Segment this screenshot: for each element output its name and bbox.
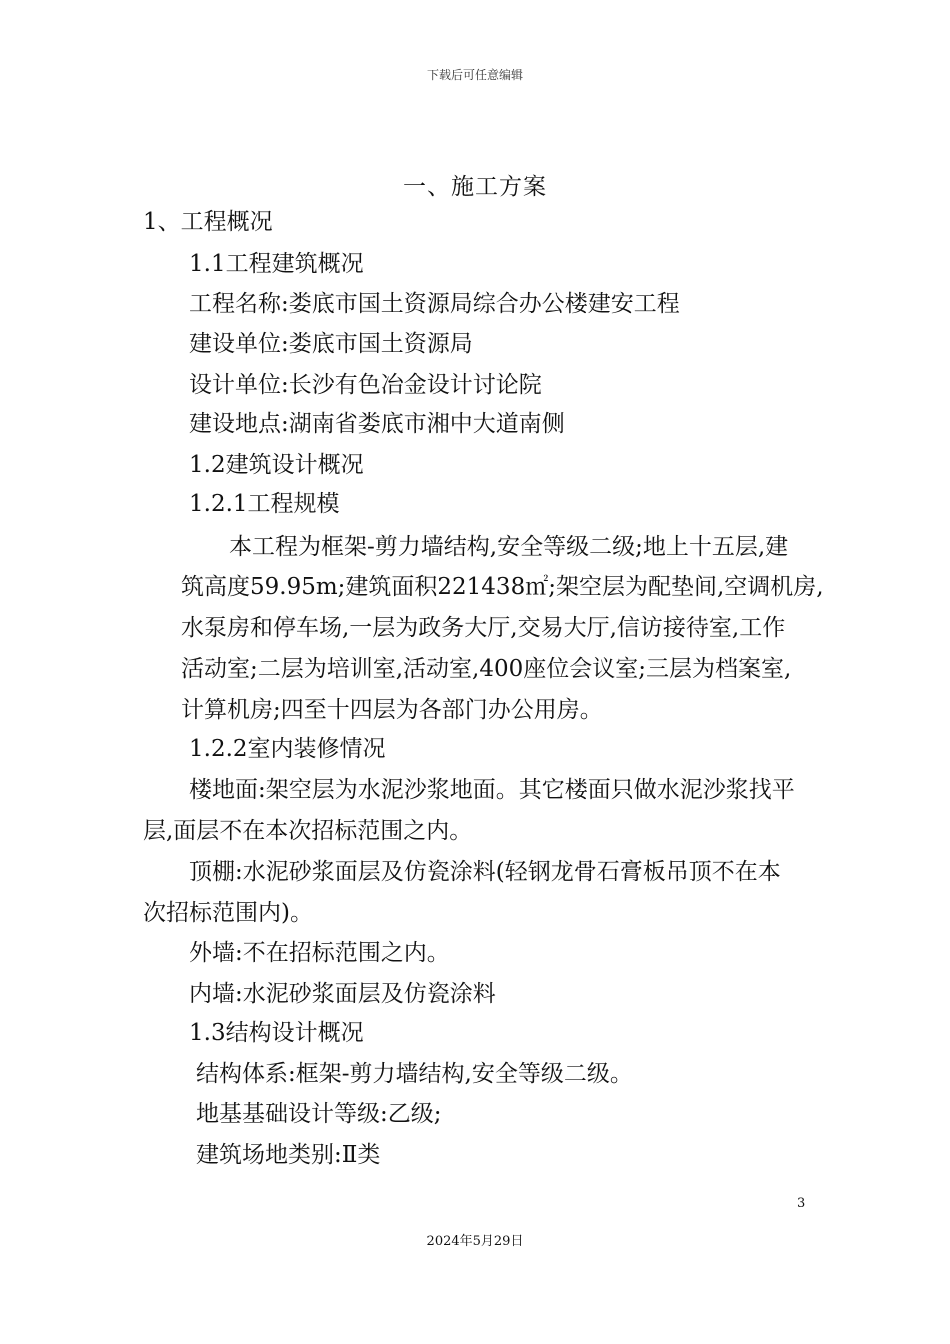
floor-paragraph-line: 层,面层不在本次招标范围之内。: [143, 818, 473, 844]
subsection-heading-1-2-1: 1.2.1工程规模: [189, 491, 340, 517]
scale-paragraph-line: 本工程为框架-剪力墙结构,安全等级二级;地上十五层,建: [229, 534, 789, 560]
interior-wall: 内墙:水泥砂浆面层及仿瓷涂料: [189, 981, 496, 1007]
subsection-heading-1-3: 1.3结构设计概况: [189, 1020, 364, 1046]
subsection-heading-1-1: 1.1工程建筑概况: [189, 251, 364, 277]
floor-paragraph-line: 楼地面:架空层为水泥沙浆地面。其它楼面只做水泥沙浆找平: [189, 777, 795, 803]
foundation-grade: 地基基础设计等级:乙级;: [196, 1101, 442, 1127]
design-unit: 设计单位:长沙有色冶金设计讨论院: [189, 372, 542, 398]
scale-paragraph-line: 筑高度59.95m;建筑面积221438㎡;架空层为配垫间,空调机房,: [181, 574, 824, 600]
page-title: 一、施工方案: [403, 174, 547, 200]
footer-date: 2024年5月29日: [426, 1234, 524, 1249]
owner-unit: 建设单位:娄底市国土资源局: [189, 331, 473, 357]
page-number: 3: [797, 1196, 806, 1211]
exterior-wall: 外墙:不在招标范围之内。: [189, 940, 450, 966]
scale-paragraph-line: 水泵房和停车场,一层为政务大厅,交易大厅,信访接待室,工作: [181, 615, 786, 641]
subsection-heading-1-2: 1.2建筑设计概况: [189, 452, 364, 478]
project-name: 工程名称:娄底市国土资源局综合办公楼建安工程: [189, 291, 680, 317]
ceiling-paragraph-line: 顶棚:水泥砂浆面层及仿瓷涂料(轻钢龙骨石膏板吊顶不在本: [189, 859, 781, 885]
header-note: 下载后可任意编辑: [426, 68, 523, 82]
section-heading-1: 1、工程概况: [143, 209, 273, 235]
subsection-heading-1-2-2: 1.2.2室内装修情况: [189, 736, 386, 762]
scale-paragraph-line: 计算机房;四至十四层为各部门办公用房。: [181, 697, 603, 723]
scale-paragraph-line: 活动室;二层为培训室,活动室,400座位会议室;三层为档案室,: [181, 656, 792, 682]
site-class: 建筑场地类别:Ⅱ类: [196, 1142, 381, 1168]
project-location: 建设地点:湖南省娄底市湘中大道南侧: [189, 411, 565, 437]
structure-system: 结构体系:框架-剪力墙结构,安全等级二级。: [196, 1061, 633, 1087]
ceiling-paragraph-line: 次招标范围内)。: [143, 900, 313, 926]
